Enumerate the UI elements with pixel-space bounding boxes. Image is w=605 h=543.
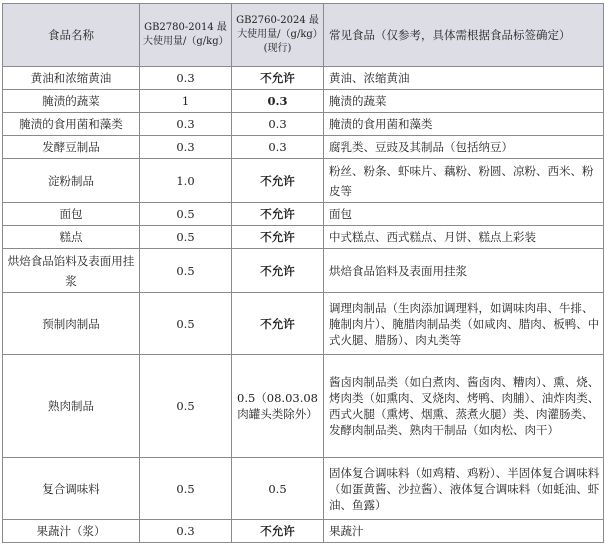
- new-limit-cell: 不允许: [232, 203, 324, 226]
- old-limit-cell: 0.5: [140, 458, 232, 520]
- common-foods-cell: 腌渍的食用菌和藻类: [324, 113, 604, 136]
- header-new-limit: GB2760-2024 最大使用量/（g/kg）(现行): [232, 4, 324, 67]
- food-name-cell: 烘焙食品馅料及表面用挂浆: [3, 249, 140, 293]
- food-name-cell: 黄油和浓缩黄油: [3, 67, 140, 90]
- common-foods-cell: 中式糕点、西式糕点、月饼、糕点上彩装: [324, 226, 604, 249]
- table-row: [3, 458, 604, 520]
- table-row: [3, 520, 604, 543]
- common-foods-cell: 腐乳类、豆豉及其制品（包括纳豆）: [324, 136, 604, 159]
- new-limit-cell: 0.3: [232, 90, 324, 113]
- food-name-cell: 发酵豆制品: [3, 136, 140, 159]
- food-name-cell: 预制肉制品: [3, 293, 140, 355]
- food-name-cell: 糕点: [3, 226, 140, 249]
- table-row: [3, 90, 604, 113]
- table-row: [3, 293, 604, 355]
- old-limit-cell: 0.3: [140, 136, 232, 159]
- new-limit-cell: 0.5（08.03.08肉罐头类除外）: [232, 355, 324, 458]
- common-foods-cell: 烘焙食品馅料及表面用挂浆: [324, 249, 604, 293]
- new-limit-cell: 不允许: [232, 249, 324, 293]
- food-name-cell: 腌渍的食用菌和藻类: [3, 113, 140, 136]
- table-row: [3, 249, 604, 293]
- additive-limit-table: [2, 3, 604, 543]
- food-name-cell: 淀粉制品: [3, 159, 140, 203]
- common-foods-cell: 调理肉制品（生肉添加调理料，如调味肉串、牛排、腌制肉片）、腌腊肉制品类（如咸肉、腊肉、板鸭、中式火腿、腊肠）、肉丸类等: [324, 293, 604, 355]
- table-row: [3, 203, 604, 226]
- food-name-cell: 复合调味料: [3, 458, 140, 520]
- new-limit-cell: 不允许: [232, 520, 324, 543]
- new-limit-cell: 不允许: [232, 293, 324, 355]
- common-foods-cell: 面包: [324, 203, 604, 226]
- food-name-cell: 果蔬汁（浆）: [3, 520, 140, 543]
- old-limit-cell: 0.5: [140, 293, 232, 355]
- common-foods-cell: 酱卤肉制品类（如白煮肉、酱卤肉、糟肉）、熏、烧、烤肉类（如熏肉、叉烧肉、烤鸭、肉脯）、油炸肉类、西式火腿（熏烤、烟熏、蒸煮火腿）类、肉灌肠类、发酵肉制品类、熟肉干制品（如肉松、肉干）: [324, 355, 604, 458]
- food-name-cell: 面包: [3, 203, 140, 226]
- old-limit-cell: 0.3: [140, 520, 232, 543]
- old-limit-cell: 0.5: [140, 226, 232, 249]
- new-limit-cell: 0.5: [232, 458, 324, 520]
- new-limit-cell: 不允许: [232, 67, 324, 90]
- table-row: [3, 355, 604, 458]
- old-limit-cell: 0.3: [140, 67, 232, 90]
- table-row: [3, 67, 604, 90]
- table-row: [3, 226, 604, 249]
- new-limit-cell: 不允许: [232, 226, 324, 249]
- table-row: [3, 159, 604, 203]
- header-common-foods: 常见食品（仅参考，具体需根据食品标签确定）: [324, 4, 604, 67]
- new-limit-cell: 0.3: [232, 136, 324, 159]
- common-foods-cell: 腌渍的蔬菜: [324, 90, 604, 113]
- common-foods-cell: 果蔬汁: [324, 520, 604, 543]
- table-row: [3, 136, 604, 159]
- header-old-limit: GB2780-2014 最大使用量/（g/kg）: [140, 4, 232, 67]
- table-row: [3, 113, 604, 136]
- food-name-cell: 腌渍的蔬菜: [3, 90, 140, 113]
- old-limit-cell: 1: [140, 90, 232, 113]
- common-foods-cell: 固体复合调味料（如鸡精、鸡粉）、半固体复合调味料（如蛋黄酱、沙拉酱）、液体复合调味料（如蚝油、虾油、鱼露）: [324, 458, 604, 520]
- common-foods-cell: 粉丝、粉条、虾味片、藕粉、粉圆、凉粉、西米、粉皮等: [324, 159, 604, 203]
- common-foods-cell: 黄油、浓缩黄油: [324, 67, 604, 90]
- old-limit-cell: 1.0: [140, 159, 232, 203]
- header-food-name: 食品名称: [3, 4, 140, 67]
- old-limit-cell: 0.5: [140, 249, 232, 293]
- old-limit-cell: 0.5: [140, 203, 232, 226]
- old-limit-cell: 0.3: [140, 113, 232, 136]
- new-limit-cell: 0.3: [232, 113, 324, 136]
- old-limit-cell: 0.5: [140, 355, 232, 458]
- food-name-cell: 熟肉制品: [3, 355, 140, 458]
- header-row: [3, 4, 604, 67]
- new-limit-cell: 不允许: [232, 159, 324, 203]
